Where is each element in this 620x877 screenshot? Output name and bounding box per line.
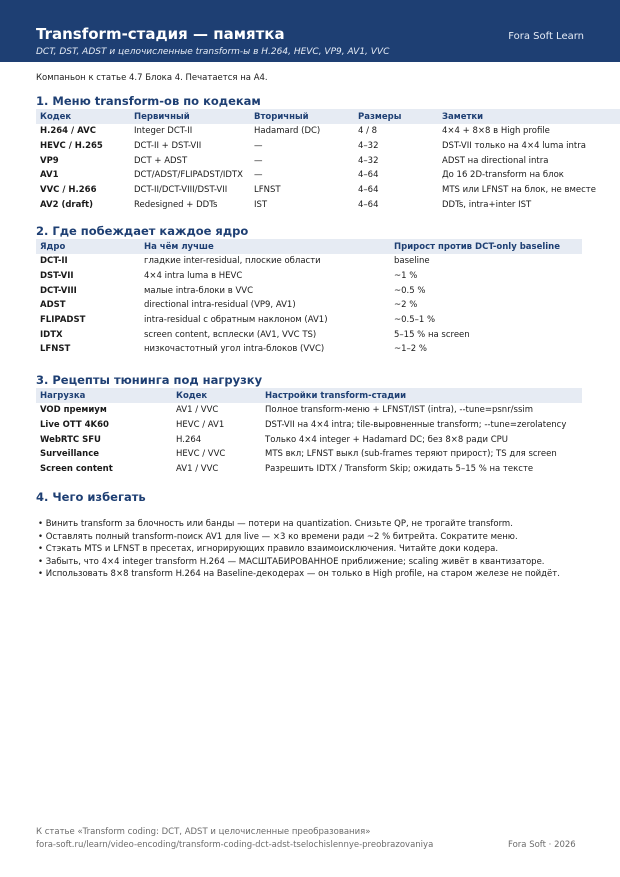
table-cell: IST xyxy=(254,199,268,210)
table-row xyxy=(36,432,582,447)
table-header-row xyxy=(36,239,582,254)
table-cell: screen content, всплески (AV1, VVC TS) xyxy=(144,329,317,340)
table-row xyxy=(36,269,582,284)
table-cell: baseline xyxy=(394,256,430,267)
table-row xyxy=(36,254,582,269)
section-4-heading: 4. Чего избегать xyxy=(36,490,146,504)
table-row xyxy=(36,313,582,328)
row-key-cell: LFNST xyxy=(40,344,71,355)
row-key-cell: Surveillance xyxy=(40,449,100,460)
footer-copyright: Fora Soft · 2026 xyxy=(508,840,576,850)
list-item xyxy=(38,568,560,581)
list-item xyxy=(38,556,560,569)
table-cell: MTS вкл; LFNST выкл (sub-frames теряют прирост); TS для screen xyxy=(265,449,557,460)
table-header-row xyxy=(36,109,620,124)
avoid-list xyxy=(38,518,560,581)
table-cell: HEVC / VVC xyxy=(176,449,226,460)
table-cell: Только 4×4 integer + Hadamard DC; без 8×8 ради CPU xyxy=(265,434,508,445)
table-row xyxy=(36,124,620,139)
row-key-cell: DST-VII xyxy=(40,271,74,282)
row-key-cell: H.264 / AVC xyxy=(40,126,96,137)
bullet-icon: • xyxy=(38,569,46,580)
table-row xyxy=(36,462,582,477)
row-key-cell: Live OTT 4K60 xyxy=(40,420,109,431)
table-row xyxy=(36,197,620,212)
table-cell: ~1–2 % xyxy=(394,344,427,355)
column-header: Размеры xyxy=(354,109,438,124)
row-key-cell: FLIPADST xyxy=(40,315,86,326)
table-cell: 4×4 + 8×8 в High profile xyxy=(442,126,550,137)
table-cell: DCT + ADST xyxy=(134,155,188,166)
table-cell: MTS или LFNST на блок, не вместе xyxy=(442,185,596,196)
list-item-text: Использовать 8×8 transform H.264 на Baseline-декодерах — он только в High profile, на старом железе не пойдёт. xyxy=(45,569,560,580)
table-cell: 4–64 xyxy=(358,185,379,196)
table-header-row xyxy=(36,388,582,403)
table-cell: Hadamard (DC) xyxy=(254,126,321,137)
table-cell: DCT/ADST/FLIPADST/IDTX xyxy=(134,170,243,181)
column-header: Вторичный xyxy=(250,109,354,124)
table-row xyxy=(36,168,620,183)
row-key-cell: ADST xyxy=(40,300,66,311)
row-key-cell: DCT-II xyxy=(40,256,68,267)
list-item xyxy=(38,543,560,556)
table-cell: Полное transform-меню + LFNST/IST (intra), --tune=psnr/ssim xyxy=(265,405,534,416)
column-header: Нагрузка xyxy=(36,388,172,403)
row-key-cell: HEVC / H.265 xyxy=(40,141,103,152)
column-header: Настройки transform-стадии xyxy=(261,388,582,403)
table-cell: — xyxy=(254,170,263,181)
table-cell: малые intra-блоки в VVC xyxy=(144,285,254,296)
table-cell: DCT-II + DST-VII xyxy=(134,141,202,152)
table-cell: 4–64 xyxy=(358,199,379,210)
table-cell: DCT-II/DCT-VIII/DST-VII xyxy=(134,185,228,196)
table-cell: intra-residual с обратным наклоном (AV1) xyxy=(144,315,328,326)
row-key-cell: VOD премиум xyxy=(40,405,107,416)
footer-article-ref: К статье «Transform coding: DCT, ADST и целочисленные преобразования» xyxy=(36,827,371,837)
section-3-heading: 3. Рецепты тюнинга под нагрузку xyxy=(36,373,263,387)
column-header: Прирост против DCT-only baseline xyxy=(390,239,582,254)
table-cell: AV1 / VVC xyxy=(176,405,219,416)
footer xyxy=(36,826,433,852)
column-header: Кодек xyxy=(36,109,130,124)
table-cell: DST-VII только на 4×4 luma intra xyxy=(442,141,586,152)
row-key-cell: Screen content xyxy=(40,464,113,475)
footer-url: fora-soft.ru/learn/video-encoding/transform-coding-dct-adst-tselochislennye-preobrazovaniya xyxy=(36,840,434,850)
table-row xyxy=(36,327,582,342)
table-cell: ~2 % xyxy=(394,300,418,311)
row-key-cell: VVC / H.266 xyxy=(40,185,97,196)
list-item xyxy=(38,518,560,531)
table-cell: 4 / 8 xyxy=(358,126,378,137)
codec-transform-table xyxy=(36,109,620,212)
column-header: Кодек xyxy=(172,388,261,403)
table-cell: До 16 2D-transform на блок xyxy=(442,170,564,181)
section-2-heading: 2. Где побеждает каждое ядро xyxy=(36,224,249,238)
table-cell: Integer DCT-II xyxy=(134,126,193,137)
column-header: Заметки xyxy=(438,109,620,124)
table-cell: DDTs, intra+inter IST xyxy=(442,199,532,210)
column-header: На чём лучше xyxy=(140,239,390,254)
table-cell: ~0.5–1 % xyxy=(394,315,436,326)
table-cell: ~1 % xyxy=(394,271,418,282)
table-cell: низкочастотный угол intra-блоков (VVC) xyxy=(144,344,325,355)
page-subtitle: DCT, DST, ADST и целочисленные transform-ы в H.264, HEVC, VP9, AV1, VVC xyxy=(36,47,390,57)
table-row xyxy=(36,183,620,198)
table-row xyxy=(36,153,620,168)
kernel-wins-table xyxy=(36,239,582,357)
table-cell: — xyxy=(254,155,263,166)
table-row xyxy=(36,403,582,418)
table-cell: HEVC / AV1 xyxy=(176,420,225,431)
row-key-cell: IDTX xyxy=(40,329,63,340)
page-title: Transform-стадия — памятка xyxy=(36,25,285,43)
tuning-recipes-table xyxy=(36,388,582,476)
row-key-cell: DCT-VIII xyxy=(40,285,77,296)
table-cell: Redesigned + DDTs xyxy=(134,199,218,210)
table-cell: 4×4 intra luma в HEVC xyxy=(144,271,243,282)
bullet-icon: • xyxy=(38,544,46,555)
table-row xyxy=(36,283,582,298)
column-header: Ядро xyxy=(36,239,140,254)
table-row xyxy=(36,342,582,357)
row-key-cell: WebRTC SFU xyxy=(40,434,101,445)
table-cell: ADST на directional intra xyxy=(442,155,549,166)
intro-text: Компаньон к статье 4.7 Блока 4. Печатается на A4. xyxy=(36,73,268,83)
bullet-icon: • xyxy=(38,531,46,542)
list-item-text: Стэкать MTS и LFNST в пресетах, игнорирующих правило взаимоисключения. Читайте доки кодера. xyxy=(45,544,499,555)
table-cell: 4–32 xyxy=(358,141,379,152)
section-1-heading: 1. Меню transform-ов по кодекам xyxy=(36,94,261,108)
table-cell: 4–32 xyxy=(358,155,379,166)
table-cell: H.264 xyxy=(176,434,202,445)
table-cell: 5–15 % на screen xyxy=(394,329,470,340)
list-item-text: Забыть, что 4×4 integer transform H.264 — МАСШТАБИРОВАННОЕ приближение; scaling живёт в квантизаторе. xyxy=(45,556,545,567)
table-cell: LFNST xyxy=(254,185,281,196)
table-cell: ~0.5 % xyxy=(394,285,426,296)
table-cell: directional intra-residual (VP9, AV1) xyxy=(144,300,296,311)
list-item-text: Винить transform за блочность или банды — потери на quantization. Снизьте QP, не трогайте transform. xyxy=(45,519,513,529)
brand-label: Fora Soft Learn xyxy=(508,31,584,42)
table-row xyxy=(36,139,620,154)
list-item-text: Оставлять полный transform-поиск AV1 для live — ×3 ко времени ради ~2 % битрейта. Сократите меню. xyxy=(45,531,518,542)
row-key-cell: VP9 xyxy=(40,155,59,166)
row-key-cell: AV2 (draft) xyxy=(40,199,93,210)
bullet-icon: • xyxy=(38,556,46,567)
header-banner xyxy=(0,0,620,62)
column-header: Первичный xyxy=(130,109,250,124)
table-row xyxy=(36,298,582,313)
table-cell: гладкие inter-residual, плоские области xyxy=(144,256,321,267)
row-key-cell: AV1 xyxy=(40,170,59,181)
table-row xyxy=(36,418,582,433)
table-cell: — xyxy=(254,141,263,152)
table-row xyxy=(36,447,582,462)
table-cell: Разрешить IDTX / Transform Skip; ожидать 5–15 % на тексте xyxy=(265,464,534,475)
table-cell: 4–64 xyxy=(358,170,379,181)
list-item xyxy=(38,531,560,544)
bullet-icon: • xyxy=(38,519,46,529)
table-cell: DST-VII на 4×4 intra; tile-выровненные transform; --tune=zerolatency xyxy=(265,420,567,431)
table-cell: AV1 / VVC xyxy=(176,464,219,475)
